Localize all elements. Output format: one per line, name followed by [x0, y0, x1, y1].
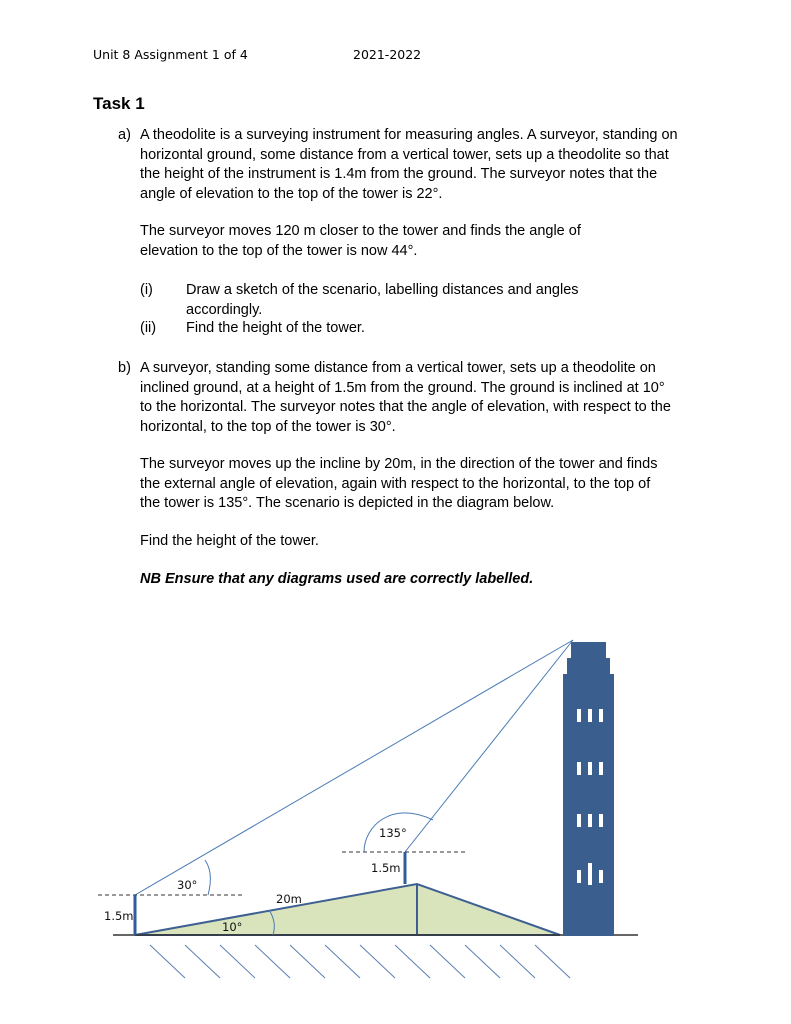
part-a-item-2-number: (ii) [140, 320, 157, 336]
angle-30-arc [205, 860, 210, 895]
label-height-right: 1.5m [371, 861, 401, 875]
label-angle-135: 135° [379, 826, 407, 840]
part-b-note: NB Ensure that any diagrams used are correctly labelled. [140, 571, 534, 587]
label-angle-10: 10° [222, 920, 243, 934]
label-slope-distance: 20m [276, 892, 302, 906]
header-unit-label: Unit 8 Assignment 1 of 4 [93, 47, 248, 62]
task-title: Task 1 [93, 94, 145, 113]
ground-hatching [150, 945, 570, 978]
part-b-paragraph-2: The surveyor moves up the incline by 20m, in the direction of the tower and finds the external angle of elevation, again with respect to the horizontal, to the top of the tower is 135°. The scenario is depicted in the diagram below. [140, 456, 658, 511]
tower [563, 642, 614, 936]
label-height-left: 1.5m [104, 909, 134, 923]
label-angle-30: 30° [177, 878, 198, 892]
part-a-item-1-text: Draw a sketch of the scenario, labelling distances and angles accordingly. [186, 282, 579, 318]
part-a-item-1-number: (i) [140, 282, 153, 298]
part-a-paragraph-1: A theodolite is a surveying instrument for measuring angles. A surveyor, standing on horizontal ground, some distance from a vertical tower, sets up a theodolite so that the height of the instrument is 1.4m from the ground. The surveyor notes that the angle of elevation to the top of the tower is 22°. [140, 127, 678, 202]
sight-line-30 [135, 640, 573, 895]
part-a-item-2-text: Find the height of the tower. [186, 320, 365, 336]
sight-line-135 [405, 640, 573, 852]
part-b-marker: b) [118, 360, 131, 376]
inclined-ground [135, 884, 560, 935]
part-b-paragraph-1: A surveyor, standing some distance from a vertical tower, sets up a theodolite on inclined ground, at a height of 1.5m from the ground. The ground is inclined at 10° to the horizontal. The surveyor notes that the angle of elevation, with respect to the horizontal, to the top of the tower is 30°. [140, 360, 671, 435]
part-a-marker: a) [118, 127, 131, 143]
part-b-paragraph-3: Find the height of the tower. [140, 533, 319, 549]
header-year-label: 2021-2022 [353, 47, 422, 62]
part-a-paragraph-2: The surveyor moves 120 m closer to the tower and finds the angle of elevation to the top of the tower is now 44°. [140, 223, 581, 259]
